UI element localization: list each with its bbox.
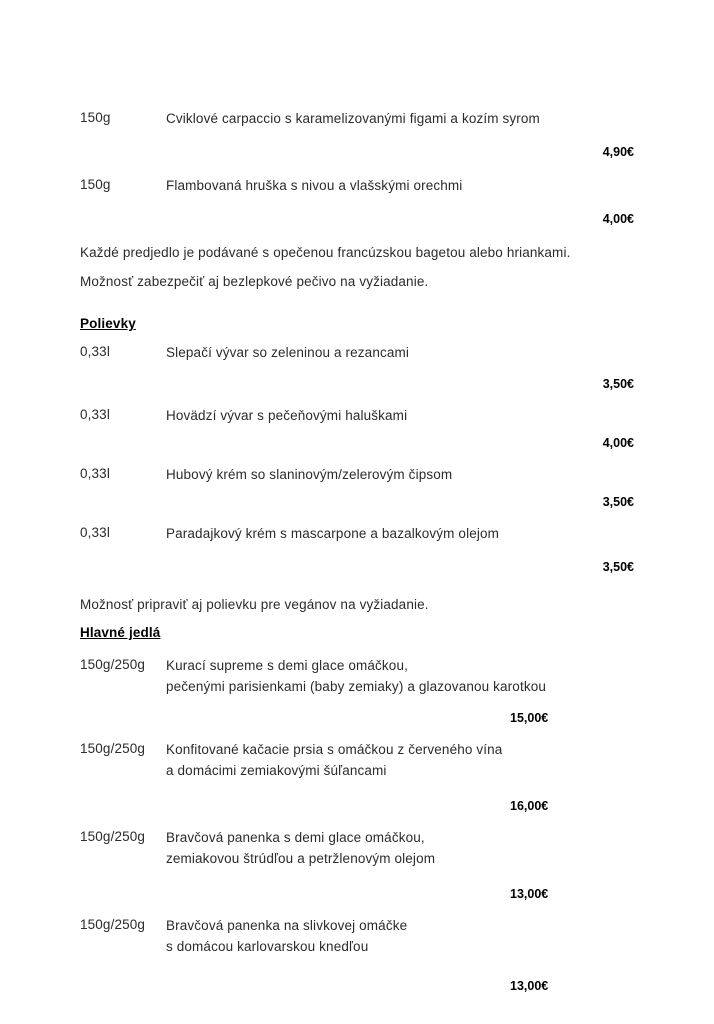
spacer — [80, 393, 634, 405]
menu-content — [80, 108, 634, 995]
menu-item — [80, 464, 634, 511]
spacer — [80, 869, 634, 885]
menu-item-description-line2: a domácimi zemiakovými šúľancami — [166, 763, 387, 778]
spacer — [80, 511, 634, 523]
spacer — [80, 426, 634, 434]
menu-item-line — [80, 405, 634, 426]
menu-item-description-line1: Paradajkový krém s mascarpone a bazalkovým olejom — [166, 526, 500, 541]
menu-item-description — [166, 405, 634, 426]
menu-item-description — [166, 108, 634, 129]
spacer — [80, 815, 634, 827]
menu-item-line — [80, 342, 634, 363]
spacer — [80, 129, 634, 143]
menu-item — [80, 405, 634, 452]
menu-item — [80, 739, 634, 815]
menu-item-price: 13,00€ — [510, 979, 549, 993]
menu-item-description-line2: zemiakovou štrúdľou a petržlenovým olejom — [166, 851, 436, 866]
menu-item — [80, 523, 634, 576]
menu-item-quantity: 150g/250g — [80, 657, 146, 672]
menu-item-description-line1: Hubový krém so slaninovým/zelerovým čipsom — [166, 467, 453, 482]
menu-item-line — [80, 739, 634, 781]
menu-item-description-line1: Flambovaná hruška s nivou a vlašskými orechmi — [166, 178, 463, 193]
menu-item-quantity: 0,33l — [80, 407, 110, 422]
menu-item — [80, 175, 634, 228]
menu-item-price: 4,00€ — [602, 436, 634, 450]
menu-item-quantity: 0,33l — [80, 525, 110, 540]
menu-item-line — [80, 175, 634, 196]
menu-item-description-line1: Slepačí vývar so zeleninou a rezancami — [166, 345, 410, 360]
menu-item-price: 16,00€ — [510, 799, 549, 813]
menu-item-description-line2: pečenými parisienkami (baby zemiaky) a glazovanou karotkou — [166, 679, 547, 694]
spacer — [80, 363, 634, 375]
spacer — [80, 643, 634, 655]
spacer — [80, 334, 634, 342]
menu-item-price: 15,00€ — [510, 711, 549, 725]
menu-item-description — [166, 655, 634, 697]
menu-item-quantity: 150g — [80, 177, 111, 192]
menu-item-description-line1: Cviklové carpaccio s karamelizovanými figami a kozím syrom — [166, 111, 540, 126]
menu-item — [80, 827, 634, 903]
menu-item-quantity: 0,33l — [80, 466, 110, 481]
section-heading-main-dishes: Hlavné jedlá — [80, 625, 161, 640]
menu-item-description-line1: Bravčová panenka s demi glace omáčkou, — [166, 830, 425, 845]
menu-item-line — [80, 108, 634, 129]
menu-item-price: 4,00€ — [602, 212, 634, 226]
spacer — [80, 228, 634, 242]
spacer — [80, 544, 634, 558]
menu-item-description-line1: Konfitované kačacie prsia s omáčkou z červeného vína — [166, 742, 503, 757]
menu-item-description-line1: Bravčová panenka na slivkovej omáčke — [166, 918, 408, 933]
menu-item-line — [80, 464, 634, 485]
menu-item-price: 13,00€ — [510, 887, 549, 901]
appetizer-note: Každé predjedlo je podávané s opečenou francúzskou bagetou alebo hriankami. — [80, 245, 571, 260]
menu-item-quantity: 150g/250g — [80, 917, 146, 932]
spacer — [80, 903, 634, 915]
menu-item-line — [80, 827, 634, 869]
menu-item-description — [166, 342, 634, 363]
menu-item-price: 3,50€ — [602, 377, 634, 391]
menu-item-price: 3,50€ — [602, 495, 634, 509]
menu-item-description-line2: s domácou karlovarskou knedľou — [166, 939, 369, 954]
menu-item — [80, 915, 634, 995]
menu-item-description — [166, 827, 634, 869]
menu-item-line — [80, 655, 634, 697]
menu-item-description-line1: Hovädzí vývar s pečeňovými haluškami — [166, 408, 408, 423]
spacer — [80, 263, 634, 271]
spacer — [80, 615, 634, 623]
spacer — [80, 781, 634, 797]
menu-item-quantity: 150g/250g — [80, 741, 146, 756]
section-heading-soups: Polievky — [80, 316, 136, 331]
menu-item-price: 3,50€ — [602, 560, 634, 574]
menu-item-description — [166, 523, 634, 544]
menu-item — [80, 655, 634, 727]
menu-item-description — [166, 464, 634, 485]
menu-item-description — [166, 915, 634, 957]
appetizer-note: Možnosť zabezpečiť aj bezlepkové pečivo na vyžiadanie. — [80, 274, 429, 289]
menu-item-price: 4,90€ — [602, 145, 634, 159]
soup-note: Možnosť pripraviť aj polievku pre vegánov na vyžiadanie. — [80, 597, 429, 612]
menu-item-quantity: 150g/250g — [80, 829, 146, 844]
menu-item-line — [80, 523, 634, 544]
spacer — [80, 452, 634, 464]
spacer — [80, 196, 634, 210]
menu-item-line — [80, 915, 634, 957]
menu-item-description — [166, 739, 634, 781]
spacer — [80, 697, 634, 709]
menu-item-description-line1: Kurací supreme s demi glace omáčkou, — [166, 658, 408, 673]
spacer — [80, 292, 634, 314]
menu-item-description — [166, 175, 634, 196]
spacer — [80, 485, 634, 493]
spacer — [80, 957, 634, 977]
spacer — [80, 727, 634, 739]
menu-item-quantity: 150g — [80, 110, 111, 125]
menu-item-quantity: 0,33l — [80, 344, 110, 359]
spacer — [80, 161, 634, 175]
menu-item — [80, 108, 634, 161]
menu-item — [80, 342, 634, 393]
spacer — [80, 576, 634, 594]
